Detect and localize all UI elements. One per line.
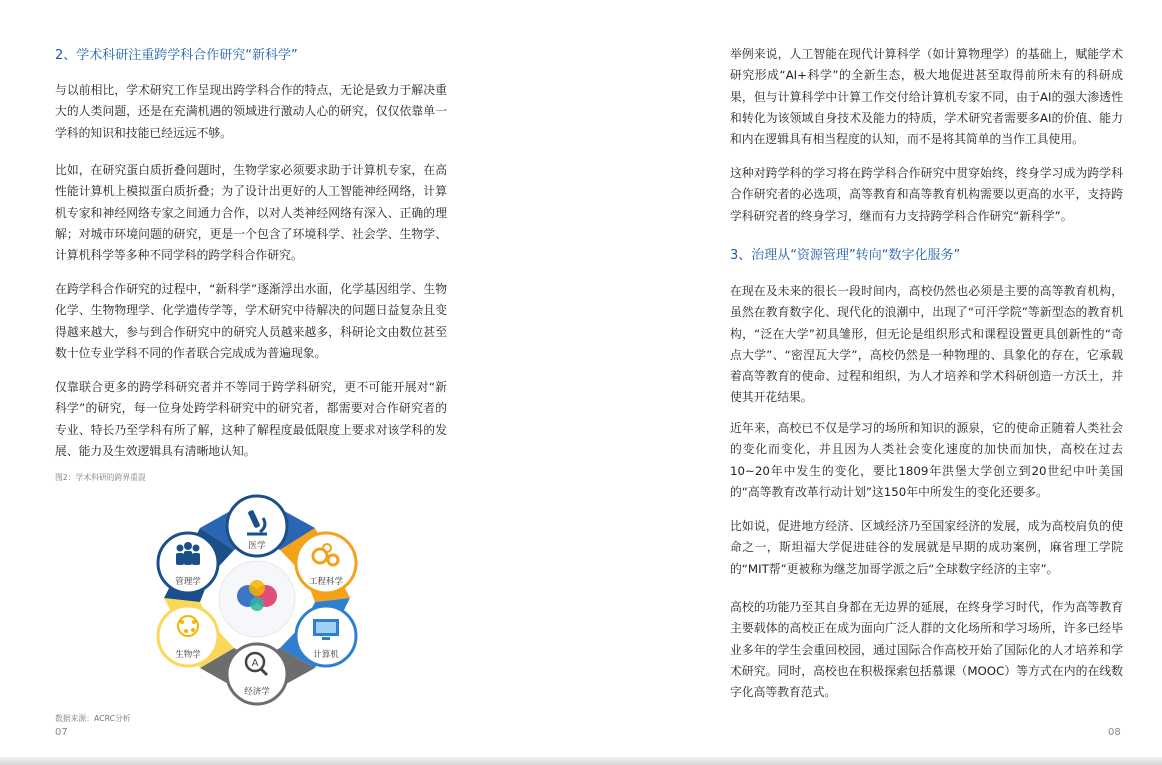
- node-label-management: 管理学: [175, 577, 201, 587]
- node-economics: [227, 644, 287, 704]
- right-paragraph-top: 举例来说，人工智能在现代计算科学（如计算物理学）的基础上，赋能学术研究形成“AI+科学”的全新生态，极大地促进甚至取得前所未有的科研成果，但与计算科学中计算工作交付给计算机专家不同，由于AI的强大渗透性和转化为该领域自身技术及能力的特质，学术研究者需要多AI的价值、能力和内在逻辑具有相当程度的认知，而不是将其简单的当作工具使用。: [730, 47, 1123, 147]
- svg-text:A: A: [251, 658, 259, 669]
- node-management: [158, 533, 218, 593]
- left-paragraph-1: 与以前相比，学术研究工作呈现出跨学科合作的特点，无论是致力于解决重大的人类问题，还是在充满机遇的领域进行激动人心的研究，仅仅依靠单一学科的知识和技能已经远远不够。: [55, 83, 447, 140]
- node-label-computer: 计算机: [313, 650, 339, 660]
- people-icon: [176, 542, 200, 565]
- node-label-medicine: 医学: [248, 541, 266, 551]
- node-computer: [296, 606, 356, 666]
- data-source: 数据来源：ACRC分析: [55, 714, 131, 723]
- right-paragraph-4: 近年来，高校已不仅是学习的场所和知识的源泉，它的使命正随着人类社会的变化而变化，并且因为人类社会变化速度的加快而加快，高校在过去10~20年中发生的变化，要比1809年洪堡大学创立到20世纪中叶美国的“高等教育改革行动计划”这150年中所发生的变化还要多。: [730, 421, 1123, 499]
- page-bottom-edge: [0, 757, 1162, 765]
- left-paragraph-3: 在跨学科合作研究的过程中，“新科学”逐渐浮出水面，化学基因组学、生物化学、生物物理学、化学遗传学等，学术研究中待解决的问题日益复杂且变得越来越大，参与到合作研究中的研究人员越来越多，科研论文由数位甚至数十位专业学科不同的作者联合完成成为普遍现象。: [55, 282, 447, 360]
- figure-caption: 图2：学术科研的跨界重混: [55, 473, 146, 482]
- right-paragraph-3: 在现在及未来的很长一段时间内，高校仍然也必须是主要的高等教育机构，虽然在教育数字化、现代化的浪潮中，出现了“可汗学院”等新型态的教育机构，“泛在大学”初具雏形，但无论是组织形式和课程设置更具创新性的“奇点大学”、“密涅瓦大学”，高校仍然是一种物理的、具象化的存在，它承载着高等教育的使命、过程和组织，为人才培养和学术科研创造一方沃土，并使其开花结果。: [730, 284, 1123, 405]
- right-paragraph-5: 比如说，促进地方经济、区域经济乃至国家经济的发展，成为高校肩负的使命之一，斯坦福大学促进硅谷的发展就是早期的成功案例，麻省理工学院的“MIT帮”更被称为继芝加哥学派之后“全球数字经济的主宰”。: [730, 519, 1123, 576]
- node-label-biology: 生物学: [175, 650, 201, 660]
- right-paragraph-2: 这种对跨学科的学习将在跨学科合作研究中贯穿始终，终身学习成为跨学科合作研究者的必选项，高等教育和高等教育机构需要以更高的水平，支持跨学科研究者的终身学习，继而有力支持跨学科合作研究“新科学”。: [730, 166, 1123, 223]
- cross-discipline-diagram: [150, 488, 365, 716]
- left-paragraph-2: 比如，在研究蛋白质折叠问题时，生物学家必须要求助于计算机专家，在高性能计算机上模拟蛋白质折叠；为了设计出更好的人工智能神经网络，计算机专家和神经网络专家之间通力合作，以对人类神经网络有深入、正确的理解；对城市环境问题的研究，更是一个包含了环境科学、社会学、生物学、计算机科学等多种不同学科的跨学科合作研究。: [55, 163, 447, 263]
- page-number-right: 08: [1108, 727, 1121, 738]
- section-heading-3: 3、治理从“资源管理”转向“数字化服务”: [730, 248, 961, 263]
- section-heading-2: 2、学术科研注重跨学科合作研究“新科学”: [55, 48, 298, 63]
- node-label-engineering: 工程科学: [308, 577, 344, 587]
- page-number-left: 07: [55, 727, 68, 738]
- right-paragraph-6: 高校的功能乃至其自身都在无边界的延展，在终身学习时代，作为高等教育主要载体的高校正在成为面向广泛人群的文化场所和学习场所，许多已经毕业多年的学生会重回校园，通过国际合作高校开始了国际化的人才培养和学术研究。同时，高校也在积极探索包括慕课（MOOC）等方式在内的在线数字化高等教育范式。: [730, 600, 1123, 700]
- node-engineering: [296, 533, 356, 593]
- node-label-economics: 经济学: [244, 687, 270, 697]
- node-medicine: [227, 496, 287, 556]
- left-paragraph-4: 仅靠联合更多的跨学科研究者并不等同于跨学科研究，更不可能开展对“新科学”的研究，每一位身处跨学科研究中的研究者，都需要对合作研究者的专业、特长乃至学科有所了解，这种了解程度最低限度上要求对该学科的发展、能力及生效逻辑具有清晰地认知。: [55, 380, 447, 458]
- node-biology: [158, 606, 218, 666]
